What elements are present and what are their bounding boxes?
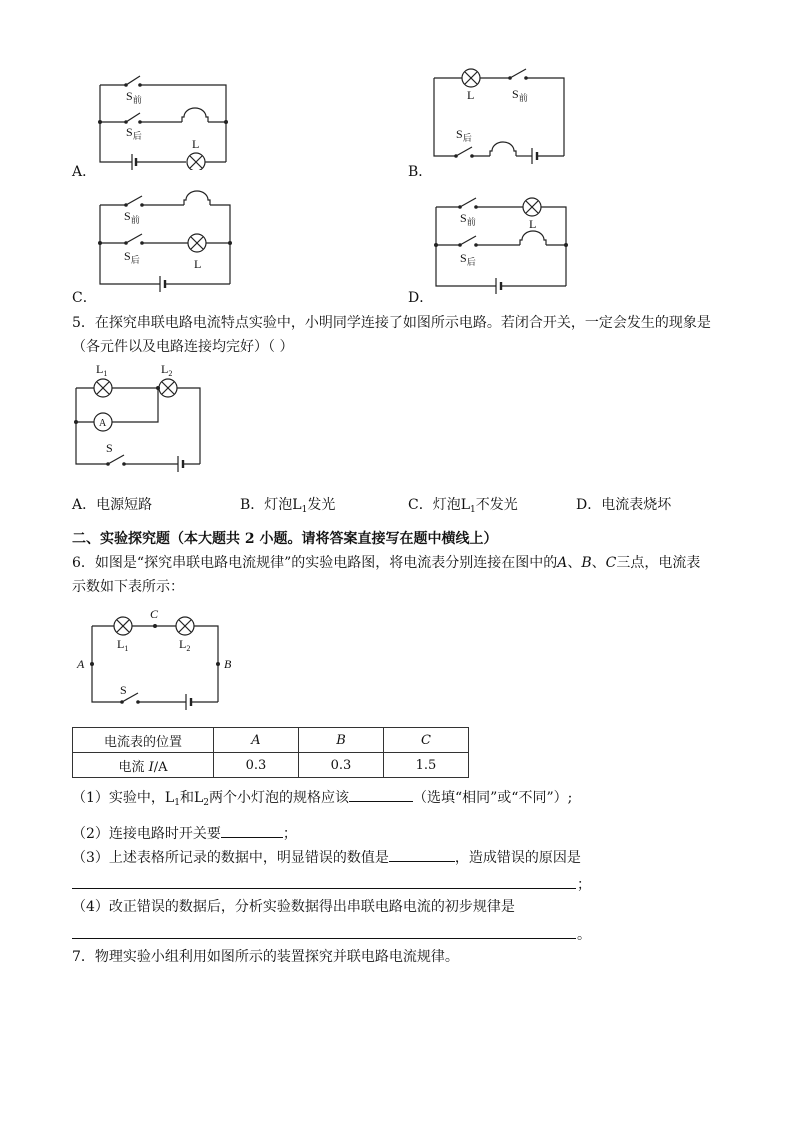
current-data-table: [72, 727, 469, 778]
svg-text:S前: $S_前$: [124, 209, 140, 225]
svg-text:L: L: [529, 217, 537, 231]
circuit-option-c: [96, 188, 236, 300]
option-a-label: A．: [72, 164, 97, 180]
table-cell-c: 1.5: [384, 753, 469, 778]
table-header-row: [73, 728, 469, 753]
q7-stem: 7．物理实验小组利用如图所示的装置探究并联电路电流规律。: [72, 949, 459, 965]
svg-text:L2: $L_2$: [161, 362, 173, 378]
q6-sub3-end: ；: [577, 877, 591, 893]
q6-sub4-end: 。: [577, 927, 591, 943]
table-header-b: B: [299, 728, 384, 753]
svg-text:L1: $L_1$: [96, 362, 108, 378]
answer-blank-2[interactable]: [221, 823, 283, 838]
circuit-q5: [70, 360, 210, 472]
circuit-option-d: [432, 192, 572, 302]
q5-stem-line1: 5．在探究串联电路电流特点实验中，小明同学连接了如图所示电路。若闭合开关，一定会发生的现象是: [72, 315, 711, 331]
table-cell-a: 0.3: [214, 753, 299, 778]
table-header-position: 电流表的位置: [73, 728, 214, 753]
q6-stem-line1: 6．如图是“探究串联电路电流规律”的实验电路图，将电流表分别连接在图中的A、B、C三点，电流表: [72, 555, 701, 571]
answer-blank-3[interactable]: [389, 847, 455, 862]
svg-text:L: L: [194, 257, 202, 271]
option-b-label: B．: [408, 164, 433, 180]
label-s-front: $S_前$: [126, 89, 142, 105]
svg-text:S前: $S_前$: [460, 211, 476, 227]
svg-text:B: B: [224, 657, 232, 671]
q5-choice-c: C．灯泡$L_1$不发光: [408, 497, 518, 515]
svg-text:S后: $S_后$: [460, 251, 476, 267]
q5-choice-a: A．电源短路: [72, 497, 153, 513]
table-cell-b: 0.3: [299, 753, 384, 778]
svg-text:L2: $L_2$: [179, 637, 191, 653]
svg-text:S后: $S_后$: [124, 249, 140, 265]
table-header-a: A: [214, 728, 299, 753]
svg-text:S后: $S_后$: [456, 127, 472, 143]
q6-sub1: （1）实验中，$L_1$和$L_2$两个小灯泡的规格应该 （选填“相同”或“不同”）;: [72, 787, 572, 813]
circuit-q6: [72, 604, 242, 722]
svg-text:A: A: [99, 418, 107, 429]
label-s-back: $S_后$: [126, 125, 142, 141]
svg-text:A: A: [77, 657, 85, 671]
table-row: [73, 753, 469, 778]
q6-stem-line2: 示数如下表所示：: [72, 579, 184, 595]
section2-heading: 二、实验探究题（本大题共 2 小题。请将答案直接写在题中横线上）: [72, 531, 498, 547]
answer-line-3[interactable]: [72, 888, 576, 889]
q6-sub4: （4）改正错误的数据后，分析实验数据得出串联电路电流的初步规律是: [72, 899, 515, 915]
svg-text:L: L: [467, 88, 475, 102]
circuit-option-b: [430, 64, 570, 164]
q6-sub2: （2）连接电路时开关要 ；: [72, 823, 297, 844]
table-cell-label: 电流 I/A: [73, 753, 214, 778]
svg-text:S: S: [106, 441, 113, 455]
q5-stem-line2: （各元件以及电路连接均完好）（ ）: [72, 339, 294, 355]
svg-text:S: S: [120, 683, 127, 697]
option-d-label: D．: [408, 290, 434, 306]
option-c-label: C．: [72, 290, 97, 306]
q5-choice-b: B．灯泡$L_1$发光: [240, 497, 336, 515]
answer-blank-1[interactable]: [349, 787, 413, 802]
svg-text:S前: $S_前$: [512, 87, 528, 103]
circuit-option-a: [96, 70, 236, 170]
q6-sub3: （3）上述表格所记录的数据中，明显错误的数值是 ，造成错误的原因是: [72, 847, 581, 868]
svg-text:L1: $L_1$: [117, 637, 129, 653]
answer-line-4[interactable]: [72, 938, 576, 939]
q5-choice-d: D．电流表烧坏: [576, 497, 672, 513]
table-header-c: C: [384, 728, 469, 753]
svg-text:C: C: [150, 607, 159, 621]
label-lamp: L: [192, 137, 200, 151]
